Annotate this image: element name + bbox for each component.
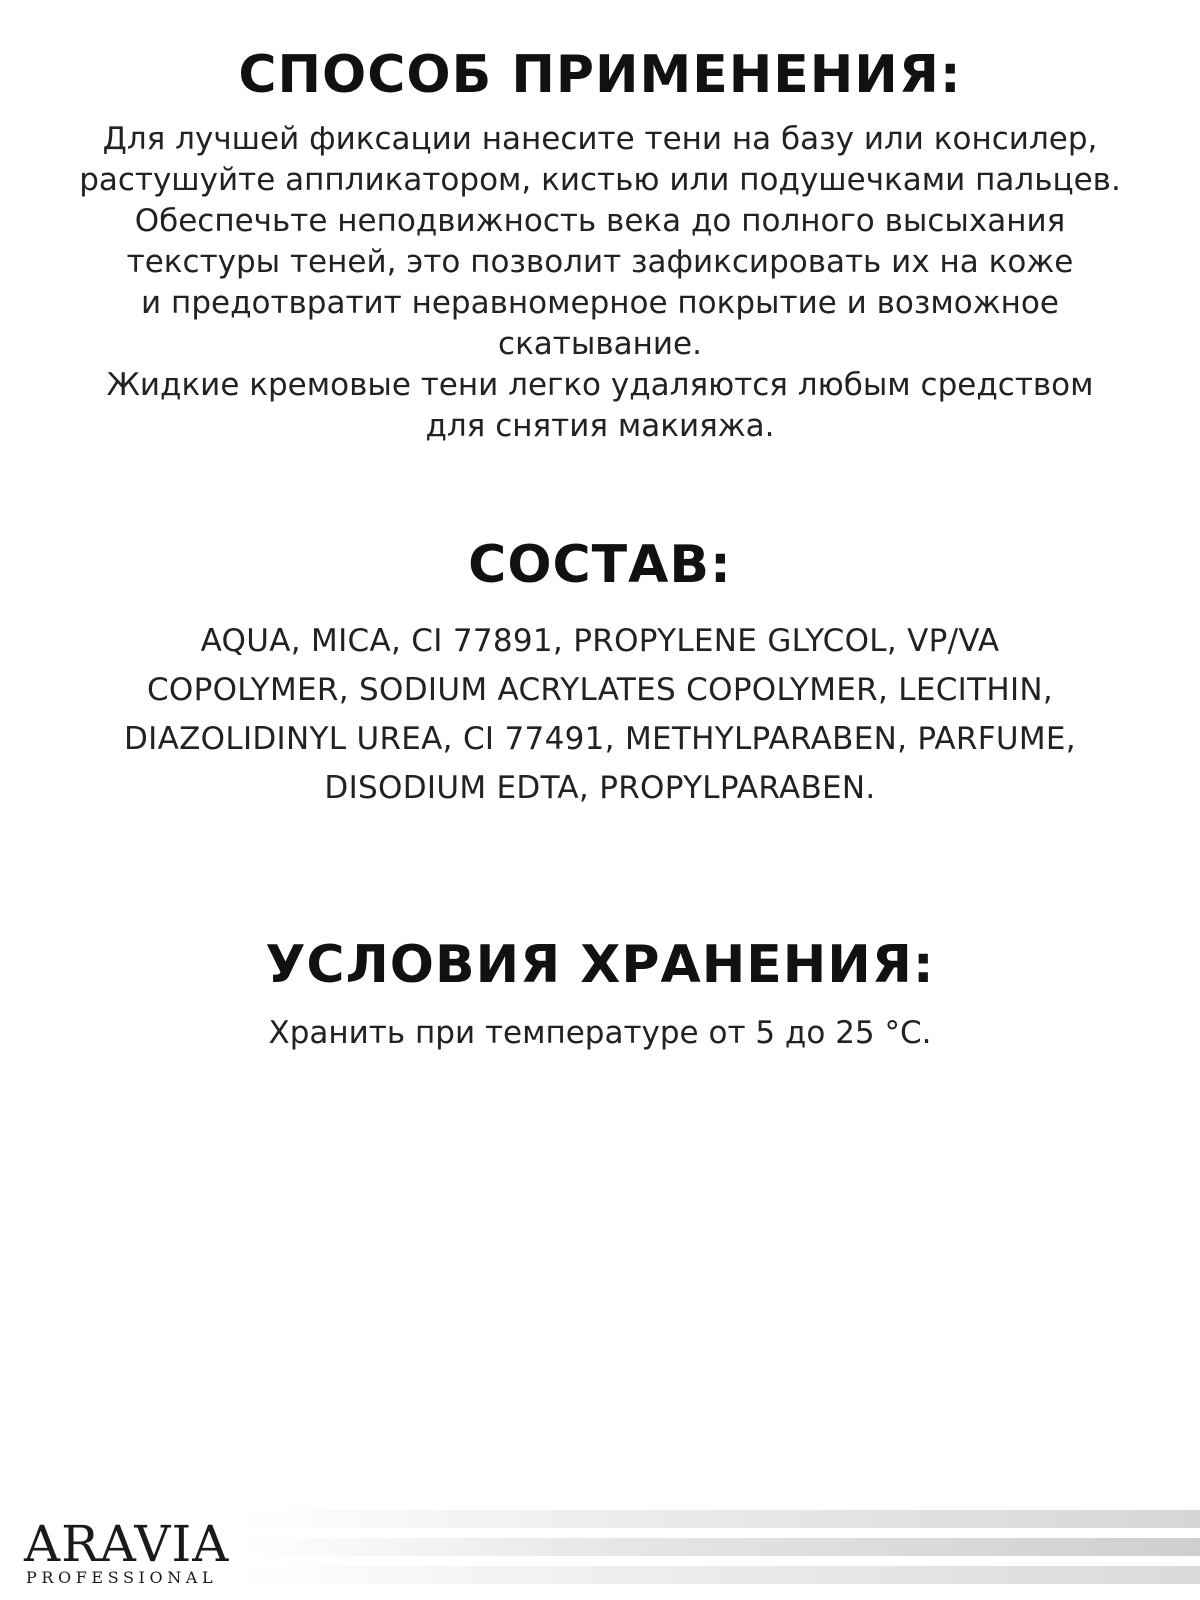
usage-line: и предотвратит неравномерное покрытие и возможное bbox=[141, 285, 1059, 321]
composition-line: COPOLYMER, SODIUM ACRYLATES COPOLYMER, LECITHIN, bbox=[146, 672, 1054, 708]
storage-section bbox=[0, 935, 1200, 1054]
composition-text bbox=[0, 617, 1200, 813]
footer-stripe bbox=[240, 1566, 1200, 1584]
composition-heading: СОСТАВ: bbox=[468, 535, 732, 595]
composition-line: DIAZOLIDINYL UREA, CI 77491, METHYLPARABEN, PARFUME, bbox=[124, 721, 1076, 757]
usage-heading: СПОСОБ ПРИМЕНЕНИЯ: bbox=[238, 45, 962, 105]
usage-line: Для лучшей фиксации нанесите тени на базу или консилер, bbox=[102, 121, 1098, 157]
usage-line: для снятия макияжа. bbox=[425, 408, 775, 444]
usage-section bbox=[0, 45, 1200, 447]
usage-line: текстуры теней, это позволит зафиксировать их на коже bbox=[126, 244, 1074, 280]
storage-heading: УСЛОВИЯ ХРАНЕНИЯ: bbox=[265, 935, 935, 995]
brand-logo bbox=[24, 1515, 230, 1587]
brand-name: ARAVIA bbox=[24, 1515, 230, 1573]
usage-line: Жидкие кремовые тени легко удаляются любым средством bbox=[106, 367, 1094, 403]
brand-subtitle: PROFESSIONAL bbox=[26, 1568, 218, 1587]
usage-line: скатывание. bbox=[498, 326, 702, 362]
footer-stripe bbox=[240, 1538, 1200, 1556]
footer-stripe bbox=[240, 1510, 1200, 1528]
usage-text bbox=[0, 119, 1200, 447]
composition-section bbox=[0, 535, 1200, 813]
storage-text: Хранить при температуре от 5 до 25 °C. bbox=[268, 1015, 932, 1051]
usage-line: растушуйте аппликатором, кистью или подушечками пальцев. bbox=[79, 162, 1121, 198]
composition-line: DISODIUM EDTA, PROPYLPARABEN. bbox=[324, 770, 876, 806]
usage-line: Обеспечьте неподвижность века до полного высыхания bbox=[134, 203, 1066, 239]
composition-line: AQUA, MICA, CI 77891, PROPYLENE GLYCOL, VP/VA bbox=[200, 623, 1000, 659]
